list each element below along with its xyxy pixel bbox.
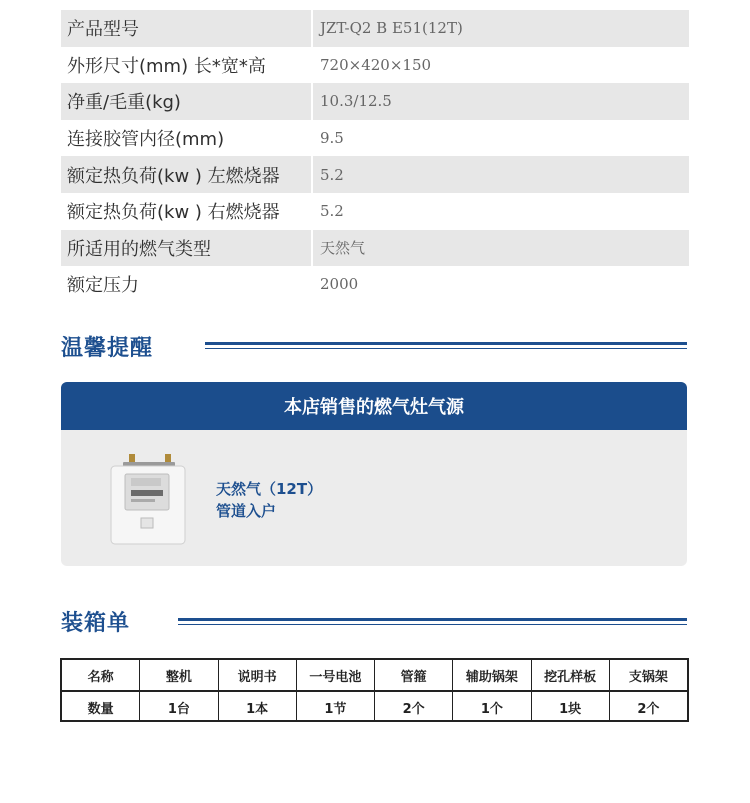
table-cell: 2个 [609,692,687,722]
spec-row [61,47,689,84]
spec-row [61,230,689,267]
table-cell: 一号电池 [296,660,374,690]
table-cell: 1块 [531,692,609,722]
heading-rule-thin [178,624,687,625]
table-cell: 1本 [218,692,296,722]
spec-value: 5.2 [320,165,344,184]
spec-row [61,193,689,230]
table-cell: 数量 [87,701,114,717]
spec-row [61,120,689,157]
packing-table [60,658,689,722]
table-cell: 挖孔样板 [531,660,609,690]
spec-key: 外形尺寸(mm) 长*宽*高 [61,47,313,84]
spec-value: 10.3/12.5 [320,92,392,111]
table-cell: 2个 [374,692,452,722]
table-row [62,690,687,722]
spec-key: 额定压力 [61,266,313,303]
heading-rule [205,342,687,345]
table-cell: 说明书 [218,660,296,690]
spec-value: JZT-Q2 B E51(12T) [320,19,463,38]
spec-value: 2000 [320,275,359,294]
heading-rule [178,618,687,621]
card-header: 本店销售的燃气灶气源 [61,382,687,430]
spec-key: 净重/毛重(kg) [61,83,313,120]
heading-rule-thin [205,348,687,349]
table-cell: 1个 [452,692,530,722]
spec-value: 5.2 [320,202,344,221]
table-cell: 名称 [87,669,114,685]
table-cell: 支锅架 [609,660,687,690]
spec-row [61,83,689,120]
spec-row [61,266,689,303]
gas-type-label: 天然气（12T） [216,480,323,498]
spec-key: 所适用的燃气类型 [61,230,313,267]
spec-row [61,156,689,193]
spec-key: 产品型号 [61,10,313,47]
spec-row [61,10,689,47]
table-cell: 1台 [139,692,217,722]
table-cell: 管箍 [374,660,452,690]
spec-key: 额定热负荷(kw ) 右燃烧器 [61,193,313,230]
spec-value: 9.5 [320,129,344,148]
gas-source-card [61,382,687,566]
table-cell: 整机 [139,660,217,690]
spec-key: 连接胶管内径(mm) [61,120,313,157]
spec-table [61,10,689,303]
reminder-title: 温馨提醒 [61,336,154,361]
gas-supply-label: 管道入户 [216,502,277,520]
spec-key: 额定热负荷(kw ) 左燃烧器 [61,156,313,193]
spec-value: 天然气 [320,239,366,258]
packing-title: 装箱单 [61,611,131,636]
spec-value: 720×420×150 [320,55,432,74]
table-cell: 1节 [296,692,374,722]
table-row [62,660,687,690]
table-cell: 辅助锅架 [452,660,530,690]
gas-meter-icon [109,454,187,546]
